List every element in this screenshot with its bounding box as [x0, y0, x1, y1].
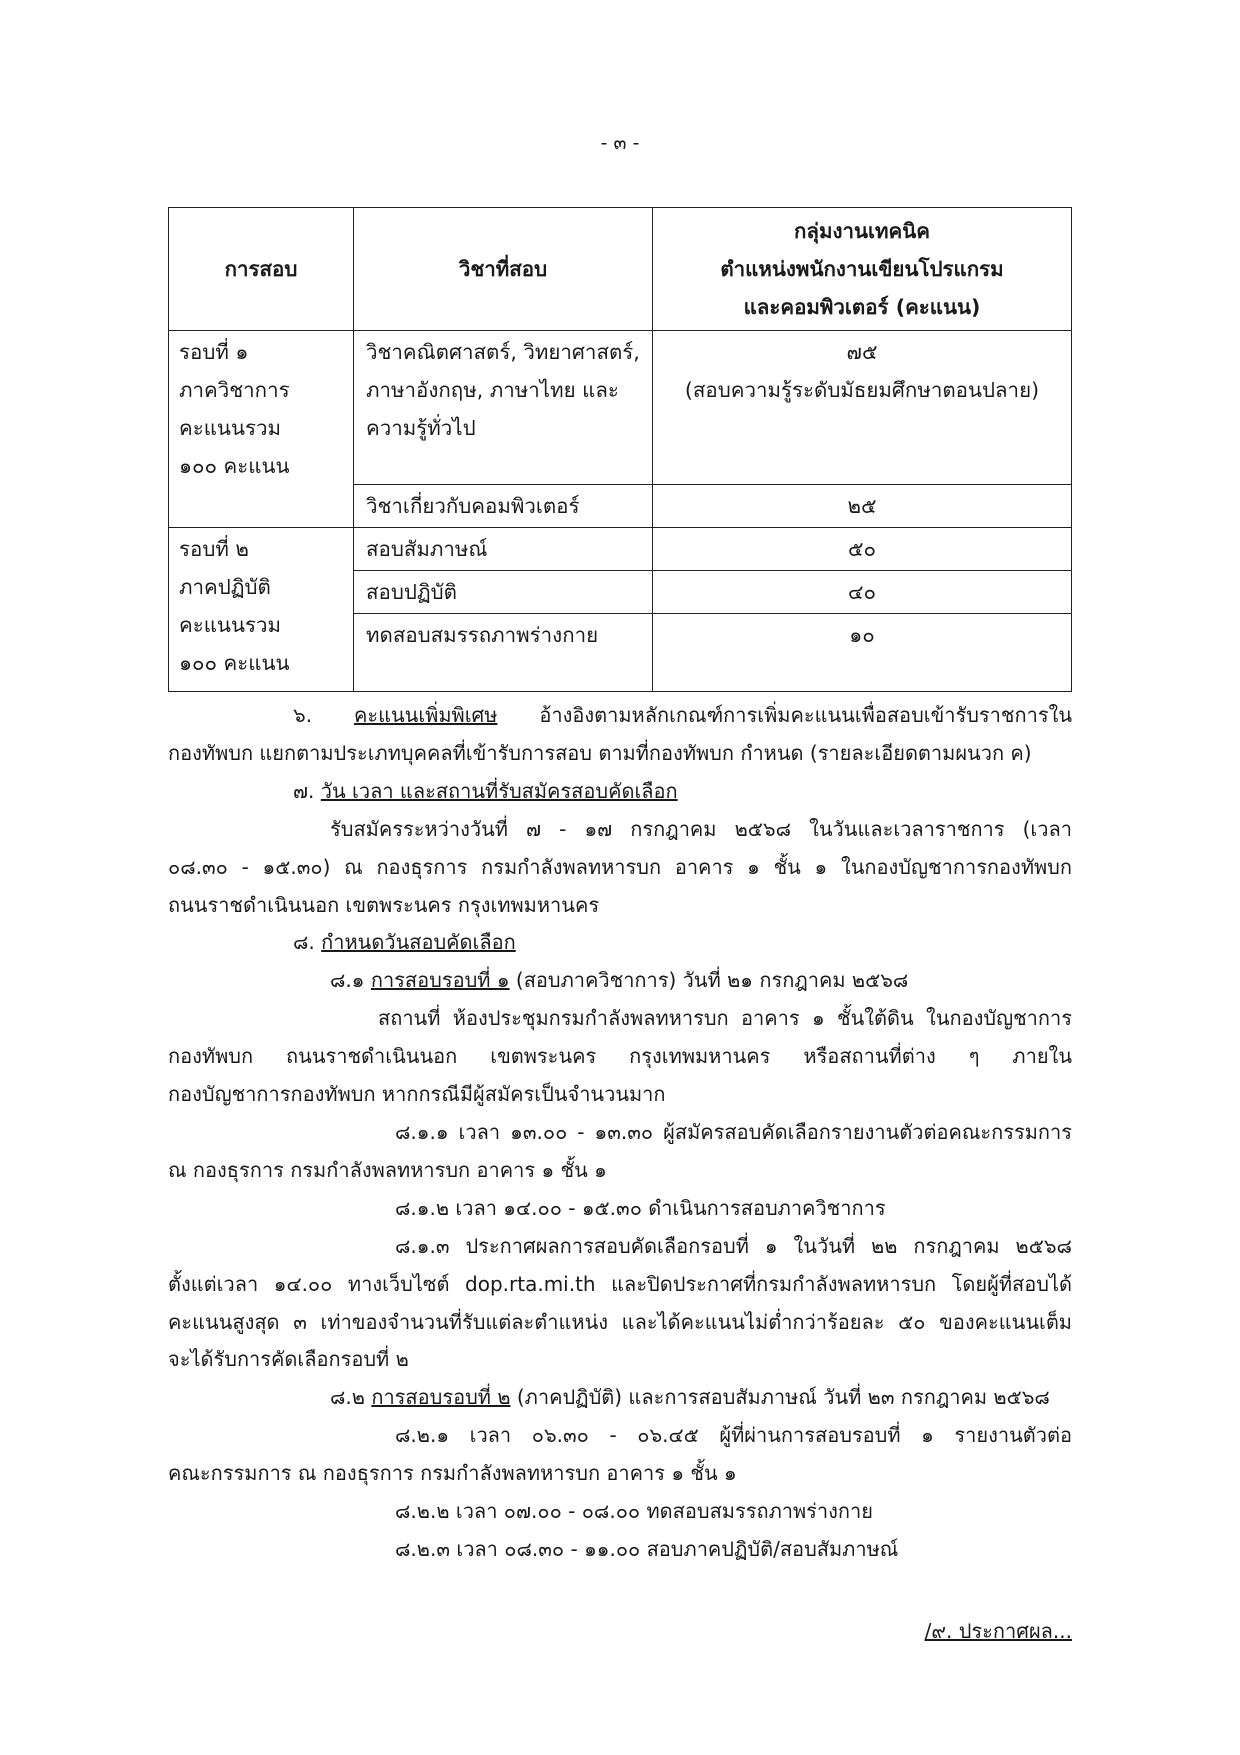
score-cell — [653, 331, 1072, 485]
table-row — [169, 528, 1072, 571]
section-8-1-1-line2: ณ กองธุรการ กรมกำลังพลทหารบก อาคาร ๑ ชั้น ๑ — [168, 1157, 607, 1182]
page-number: - ๓ - — [600, 132, 640, 154]
section-8-1-number: ๘.๑ — [330, 968, 365, 993]
header-group — [653, 208, 1072, 331]
header-exam: การสอบ — [169, 208, 354, 331]
section-8-2-text: (ภาคปฏิบัติ) และการสอบสัมภาษณ์ วันที่ ๒๓ กรกฎาคม ๒๕๖๘ — [510, 1385, 1050, 1410]
section-7-line2: ๐๘.๓๐ - ๑๕.๓๐) ณ กองธุรการ กรมกำลังพลทหารบก อาคาร ๑ ชั้น ๑ ในกองบัญชาการกองทัพบก — [168, 854, 1072, 879]
subject-cell: วิชาเกี่ยวกับคอมพิวเตอร์ — [354, 485, 653, 528]
subject-cell: สอบปฏิบัติ — [354, 571, 653, 614]
section-8-2-title: การสอบรอบที่ ๒ — [371, 1385, 511, 1410]
section-8-1-place-line1: สถานที่ ห้องประชุมกรมกำลังพลทหารบก อาคาร ๑ ชั้นใต้ดิน ในกองบัญชาการ — [378, 1006, 1072, 1031]
section-7-title: วัน เวลา และสถานที่รับสมัครสอบคัดเลือก — [320, 778, 678, 803]
header-subject: วิชาที่สอบ — [354, 208, 653, 331]
section-6-line2: กองทัพบก แยกตามประเภทบุคคลที่เข้ารับการสอบ ตามที่กองทัพบก กำหนด (รายละเอียดตามผนวก ค) — [168, 740, 1032, 765]
round1-cell — [169, 331, 354, 528]
section-8-1-2: ๘.๑.๒ เวลา ๑๔.๐๐ - ๑๕.๓๐ ดำเนินการสอบภาควิชาการ — [395, 1195, 886, 1220]
section-8-2-1-line2: คณะกรรมการ ณ กองธุรการ กรมกำลังพลทหารบก อาคาร ๑ ชั้น ๑ — [168, 1461, 737, 1486]
table-header-row — [169, 208, 1072, 331]
document-body — [168, 697, 1072, 1569]
section-8-1-title: การสอบรอบที่ ๑ — [370, 968, 510, 993]
section-8-1-text: (สอบภาควิชาการ) วันที่ ๒๑ กรกฎาคม ๒๕๖๘ — [509, 968, 909, 993]
section-8-2-number: ๘.๒ — [330, 1385, 365, 1410]
section-8-1-heading — [168, 962, 1072, 1000]
round1-line: ภาควิชาการ — [179, 378, 290, 402]
subject-line: ความรู้ทั่วไป — [366, 416, 476, 440]
section-8-1-1-line1: ๘.๑.๑ เวลา ๑๓.๐๐ - ๑๓.๓๐ ผู้สมัครสอบคัดเลือกรายงานตัวต่อคณะกรรมการ — [395, 1119, 1072, 1144]
exam-score-table — [168, 207, 1072, 692]
section-8-1-3-line1: ๘.๑.๓ ประกาศผลการสอบคัดเลือกรอบที่ ๑ ในวันที่ ๒๒ กรกฎาคม ๒๕๖๘ — [395, 1233, 1072, 1258]
round2-line: ๑๐๐ คะแนน — [179, 651, 290, 675]
section-7-heading — [168, 773, 1072, 811]
section-8-1-3-line4: จะได้รับการคัดเลือกรอบที่ ๒ — [168, 1347, 409, 1372]
section-6-text: อ้างอิงตามหลักเกณฑ์การเพิ่มคะแนนเพื่อสอบเข้ารับราชการใน — [497, 703, 1072, 727]
round2-line: ภาคปฏิบัติ — [179, 575, 271, 599]
subject-line: ภาษาอังกฤษ, ภาษาไทย และ — [366, 378, 619, 402]
score-value: ๗๕ — [846, 340, 878, 364]
score-cell: ๒๕ — [653, 485, 1072, 528]
section-8-1-3-line2: ตั้งแต่เวลา ๑๔.๐๐ ทางเว็บไซต์ dop.rta.mi.th และปิดประกาศที่กรมกำลังพลทหารบก โดยผู้ที่สอบได้ — [168, 1271, 1072, 1296]
round2-line: คะแนนรวม — [179, 613, 281, 637]
section-8-2-2: ๘.๒.๒ เวลา ๐๗.๐๐ - ๐๘.๐๐ ทดสอบสมรรถภาพร่างกาย — [395, 1499, 873, 1524]
round1-line: คะแนนรวม — [179, 416, 281, 440]
section-6-line — [168, 697, 1072, 735]
section-6-number: ๖. — [293, 703, 313, 727]
subject-line: วิชาคณิตศาสตร์, วิทยาศาสตร์, — [366, 340, 640, 364]
table-row — [169, 331, 1072, 485]
subject-cell: สอบสัมภาษณ์ — [354, 528, 653, 571]
score-cell: ๔๐ — [653, 571, 1072, 614]
next-page-reference: /๙. ประกาศผล... — [924, 1619, 1072, 1643]
round1-line: รอบที่ ๑ — [179, 340, 249, 364]
section-7-line3: ถนนราชดำเนินนอก เขตพระนคร กรุงเทพมหานคร — [168, 892, 600, 917]
section-8-1-place-line2: กองทัพบก ถนนราชดำเนินนอก เขตพระนคร กรุงเทพมหานคร หรือสถานที่ต่าง ๆ ภายใน — [168, 1044, 1072, 1069]
section-8-2-3: ๘.๒.๓ เวลา ๐๘.๓๐ - ๑๑.๐๐ สอบภาคปฏิบัติ/สอบสัมภาษณ์ — [395, 1536, 899, 1561]
header-group-line: กลุ่มงานเทคนิค — [794, 219, 930, 243]
section-8-1-3-line3: คะแนนสูงสุด ๓ เท่าของจำนวนที่รับแต่ละตำแหน่ง และได้คะแนนไม่ต่ำกว่าร้อยละ ๕๐ ของคะแนนเต็ม — [168, 1309, 1072, 1334]
header-group-line: และคอมพิวเตอร์ (คะแนน) — [743, 295, 981, 319]
section-6-title: คะแนนเพิ่มพิเศษ — [353, 703, 498, 727]
round2-cell — [169, 528, 354, 692]
header-group-line: ตำแหน่งพนักงานเขียนโปรแกรม — [720, 257, 1004, 281]
round2-line: รอบที่ ๒ — [179, 537, 249, 561]
subject-cell: ทดสอบสมรรถภาพร่างกาย — [354, 614, 653, 692]
section-8-2-heading — [168, 1379, 1072, 1417]
section-8-heading — [168, 924, 1072, 962]
round1-line: ๑๐๐ คะแนน — [179, 454, 290, 478]
subject-cell — [354, 331, 653, 485]
section-8-2-1-line1: ๘.๒.๑ เวลา ๐๖.๓๐ - ๐๖.๔๕ ผู้ที่ผ่านการสอบรอบที่ ๑ รายงานตัวต่อ — [395, 1423, 1072, 1448]
section-8-title: กำหนดวันสอบคัดเลือก — [321, 930, 516, 955]
section-7-number: ๗. — [293, 778, 315, 803]
section-8-number: ๘. — [293, 930, 315, 955]
section-8-1-place-line3: กองบัญชาการกองทัพบก หากกรณีมีผู้สมัครเป็นจำนวนมาก — [168, 1082, 666, 1107]
score-cell: ๕๐ — [653, 528, 1072, 571]
score-note: (สอบความรู้ระดับมัธยมศึกษาตอนปลาย) — [684, 378, 1040, 402]
section-7-line1: รับสมัครระหว่างวันที่ ๗ - ๑๗ กรกฎาคม ๒๕๖๘ ในวันและเวลาราชการ (เวลา — [330, 816, 1072, 841]
score-cell: ๑๐ — [653, 614, 1072, 692]
